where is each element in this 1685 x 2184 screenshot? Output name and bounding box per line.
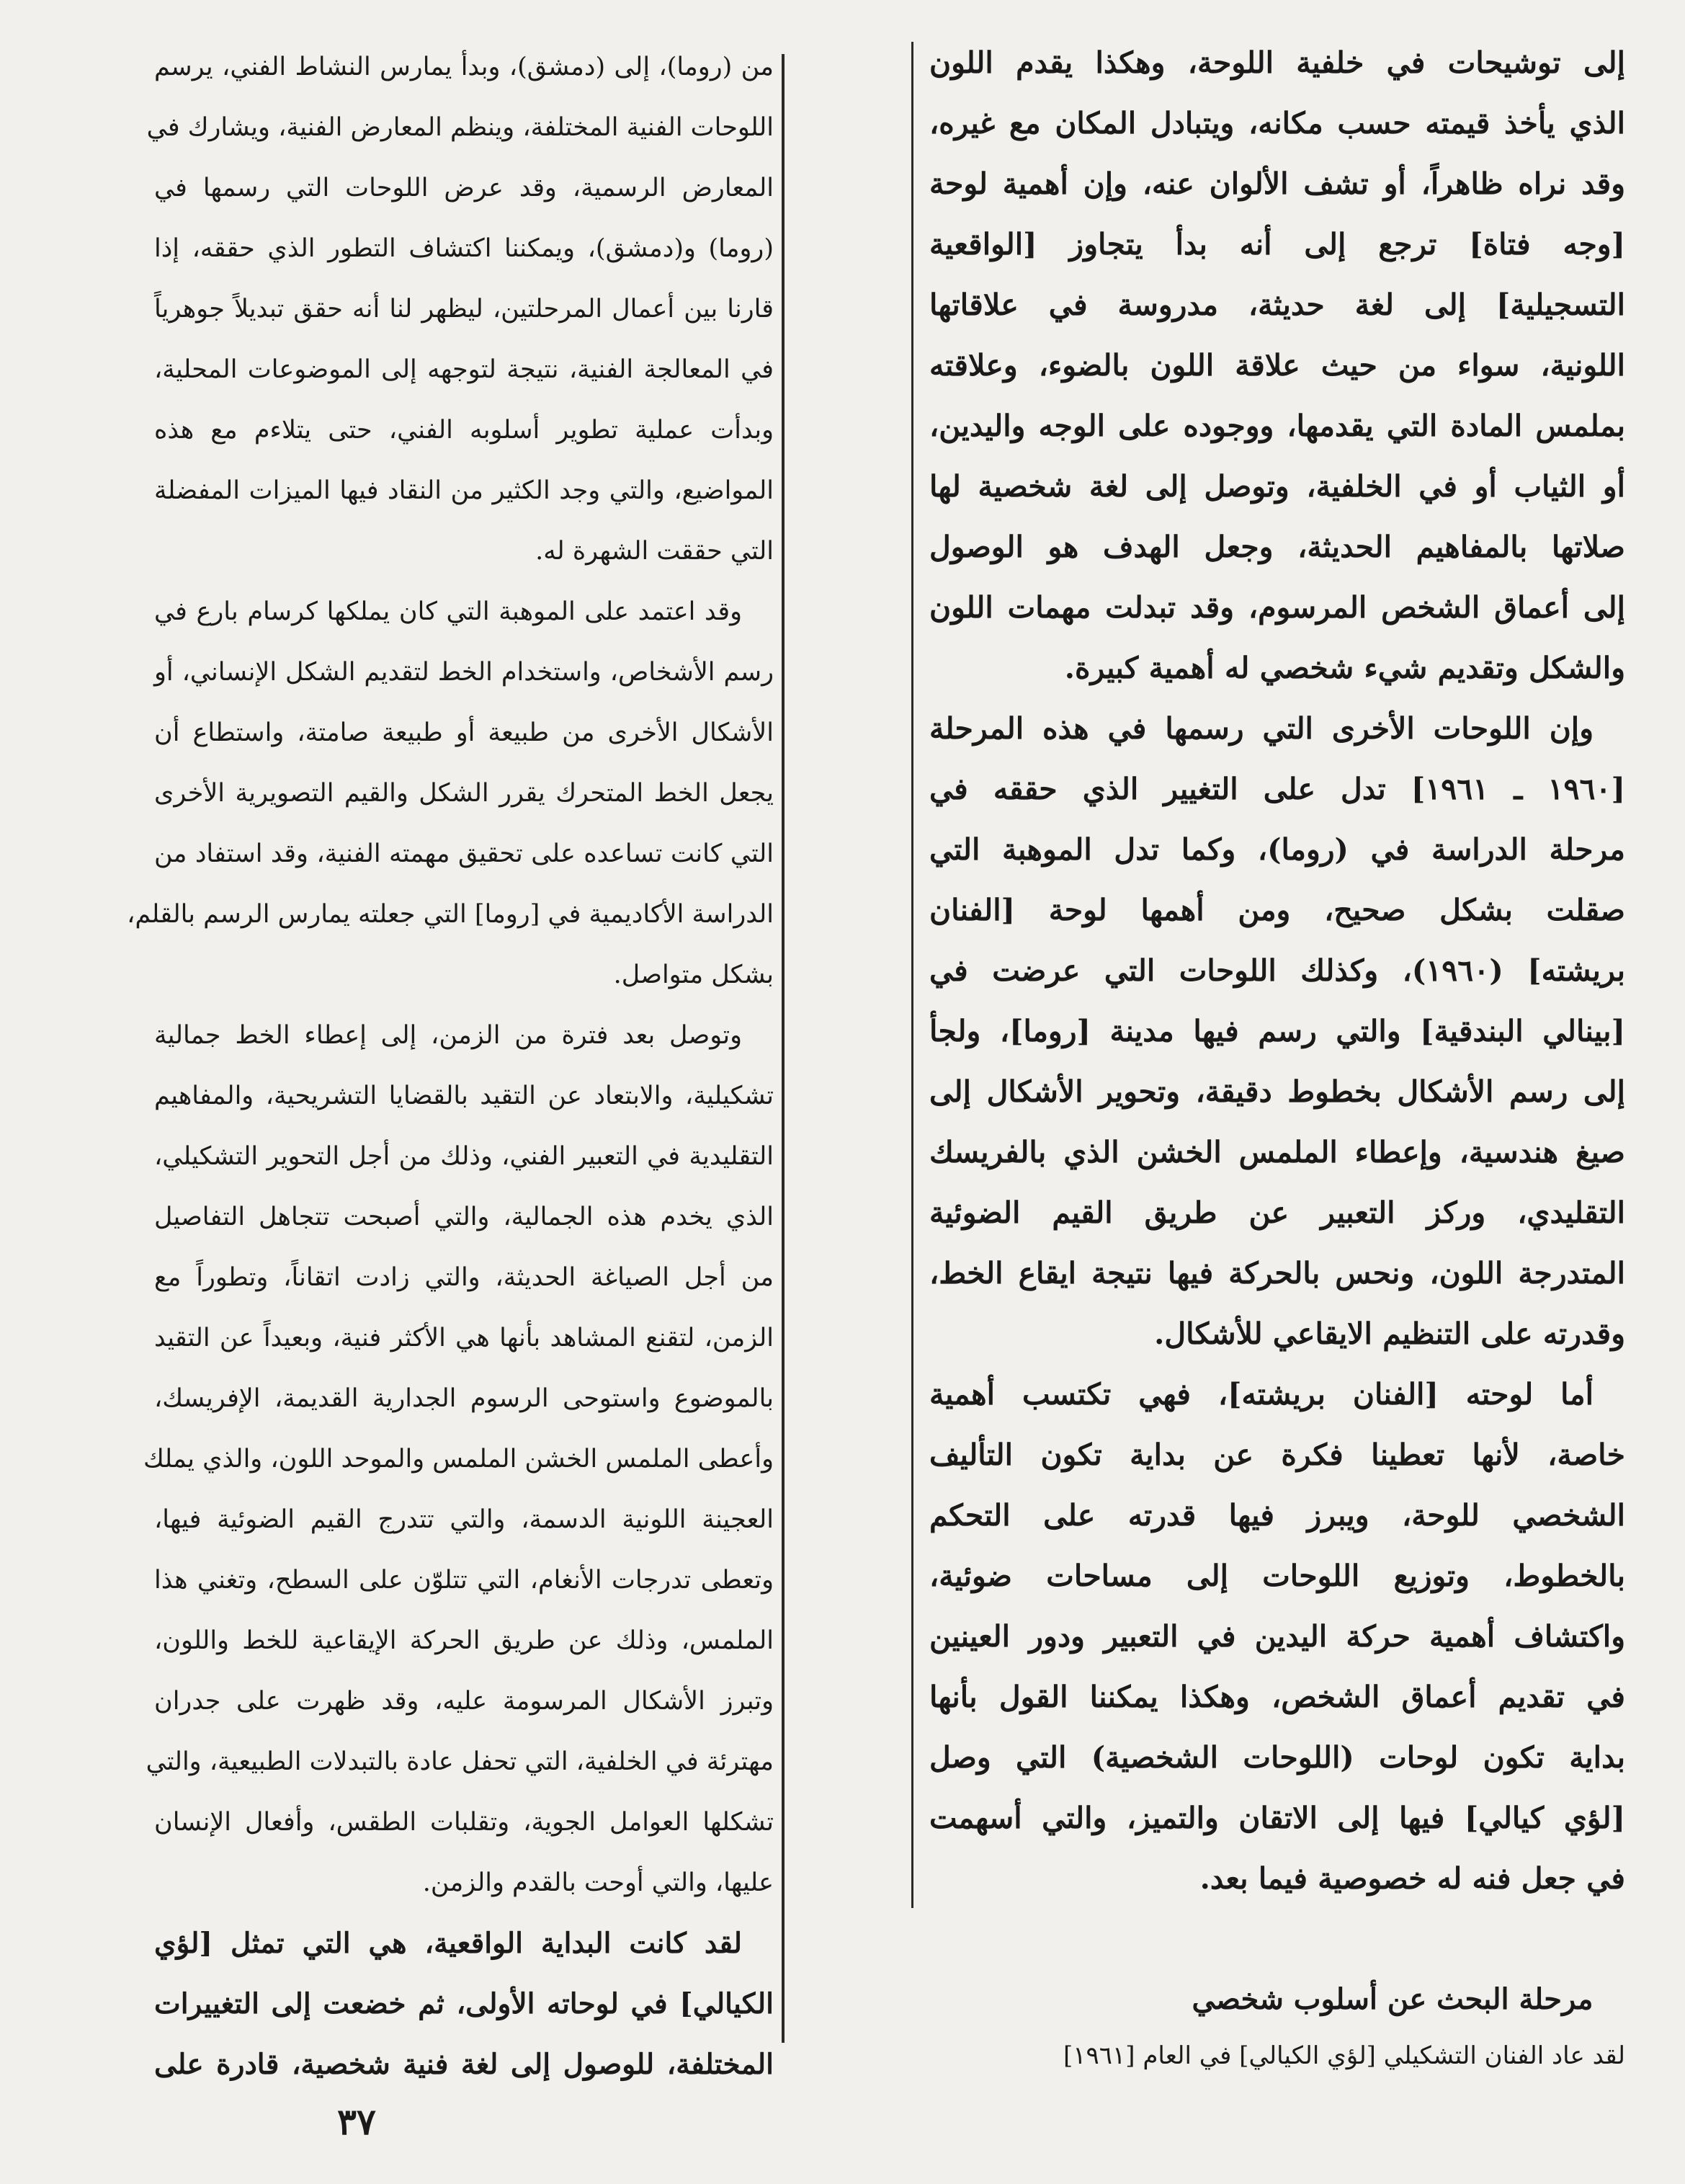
text-line: إلى أعماق الشخص المرسوم، وقد تبدلت مهمات اللون — [929, 590, 1625, 625]
text-line: يجعل الخط المتحرك يقرر الشكل والقيم التصويرية الأخرى — [154, 779, 774, 808]
text-line: صيغ هندسية، وإعطاء الملمس الخشن الذي بالفريسك — [929, 1135, 1625, 1169]
text-line: من (روما)، إلى (دمشق)، وبدأ يمارس النشاط الفني، يرسم — [154, 53, 774, 81]
text-line: من أجل الصياغة الحديثة، والتي زادت اتقاناً، وتطوراً مع — [154, 1263, 774, 1292]
text-line: التسجيلية] إلى لغة حديثة، مدروسة في علاقاتها — [929, 288, 1625, 322]
text-line: الأشكال الأخرى من طبيعة أو طبيعة صامتة، واستطاع أن — [154, 718, 774, 747]
text-line: التقليدي، وركز التعبير عن طريق القيم الضوئية — [929, 1195, 1625, 1230]
column-divider-line — [911, 42, 913, 1908]
text-line: بملمس المادة التي يقدمها، ووجوده على الوجه واليدين، — [929, 409, 1625, 443]
text-line: اللونية، سواء من حيث علاقة اللون بالضوء، وعلاقته — [929, 348, 1625, 383]
text-line: عليها، والتي أوحت بالقدم والزمن. — [422, 1868, 774, 1897]
text-line: لقد كانت البداية الواقعية، هي التي تمثل [لؤي — [154, 1927, 742, 1960]
column-divider-line — [782, 54, 785, 2043]
text-line: (روما) و(دمشق)، ويمكننا اكتشاف التطور الذي حققه، إذا — [154, 234, 774, 263]
text-line: المواضيع، والتي وجد الكثير من النقاد فيها الميزات المفضلة — [154, 476, 774, 505]
text-line: الملمس، وذلك عن طريق الحركة الإيقاعية للخط واللون، — [154, 1626, 774, 1655]
text-line: المختلفة، للوصول إلى لغة فنية شخصية، قادرة على — [154, 2048, 774, 2081]
text-line: صقلت بشكل صحيح، ومن أهمها لوحة [الفنان — [929, 893, 1625, 927]
text-line: الشخصي للوحة، ويبرز فيها قدرته على التحكم — [929, 1498, 1625, 1533]
text-line: تشكلها العوامل الجوية، وتقلبات الطقس، وأفعال الإنسان — [154, 1808, 774, 1837]
text-line: لقد عاد الفنان التشكيلي [لؤي الكيالي] في العام [١٩٦١] — [1063, 2041, 1625, 2070]
text-line: التقليدية في التعبير الفني، وذلك من أجل التحوير التشكيلي، — [154, 1142, 774, 1171]
text-line: وبدأت عملية تطوير أسلوبه الفني، حتى يتلاءم مع هذه — [154, 416, 774, 445]
text-line: المعارض الرسمية، وقد عرض اللوحات التي رسمها في — [154, 174, 774, 202]
text-line: بالموضوع واستوحى الرسوم الجدارية القديمة، الإفريسك، — [154, 1384, 774, 1413]
text-line: رسم الأشخاص، واستخدام الخط لتقديم الشكل الإنساني، أو — [154, 658, 774, 687]
text-line: وتبرز الأشكال المرسومة عليه، وقد ظهرت على جدران — [154, 1687, 774, 1716]
text-line: الذي يخدم هذه الجمالية، والتي أصبحت تتجاهل التفاصيل — [154, 1203, 774, 1231]
right-text-column — [929, 32, 1625, 1909]
page-number: ٣٧ — [337, 2100, 376, 2143]
text-line: [لؤي كيالي] فيها إلى الاتقان والتميز، والتي أسهمت — [929, 1801, 1625, 1835]
text-line: وتوصل بعد فترة من الزمن، إلى إعطاء الخط جمالية — [154, 1021, 742, 1050]
section-heading: مرحلة البحث عن أسلوب شخصي — [1192, 1982, 1594, 2016]
text-line: الكيالي] في لوحاته الأولى، ثم خضعت إلى التغييرات — [154, 1987, 774, 2020]
text-line: وقد اعتمد على الموهبة التي كان يملكها كرسام بارع في — [154, 597, 742, 626]
text-line: في جعل فنه له خصوصية فيما بعد. — [1199, 1861, 1625, 1896]
text-line: وإن اللوحات الأخرى التي رسمها في هذه المرحلة — [929, 711, 1594, 746]
text-line: صلاتها بالمفاهيم الحديثة، وجعل الهدف هو الوصول — [929, 530, 1625, 564]
text-line: وقد نراه ظاهراً، أو تشف الألوان عنه، وإن أهمية لوحة — [929, 166, 1625, 201]
text-line: [بينالي البندقية] والتي رسم فيها مدينة [روما]، ولجأ — [929, 1014, 1625, 1048]
text-line: المتدرجة اللون، ونحس بالحركة فيها نتيجة ايقاع الخط، — [929, 1256, 1625, 1291]
text-line: [وجه فتاة] ترجع إلى أنه بدأ يتجاوز [الواقعية — [929, 227, 1625, 262]
left-text-column — [127, 37, 774, 2095]
text-line: العجينة اللونية الدسمة، والتي تتدرج القيم الضوئية فيها، — [154, 1505, 774, 1534]
text-line: الزمن، لتقنع المشاهد بأنها هي الأكثر فنية، وبعيداً عن التقيد — [154, 1324, 774, 1352]
text-line: اللوحات الفنية المختلفة، وينظم المعارض الفنية، ويشارك في — [146, 113, 774, 142]
text-line: وقدرته على التنظيم الايقاعي للأشكال. — [1154, 1316, 1625, 1351]
text-line: في المعالجة الفنية، نتيجة لتوجهه إلى الموضوعات المحلية، — [154, 355, 774, 384]
text-line: الذي يأخذ قيمته حسب مكانه، ويتبادل المكان مع غيره، — [929, 106, 1625, 141]
text-line: تشكيلية، والابتعاد عن التقيد بالقضايا التشريحية، والمفاهيم — [154, 1082, 774, 1110]
text-line: قارنا بين أعمال المرحلتين، ليظهر لنا أنه حقق تبديلاً جوهرياً — [154, 295, 774, 324]
text-line: خاصة، لأنها تعطينا فكرة عن بداية تكون التأليف — [929, 1438, 1625, 1472]
text-line: بداية تكون لوحات (اللوحات الشخصية) التي وصل — [929, 1740, 1625, 1775]
text-line: [١٩٦٠ ـ ١٩٦١] تدل على التغيير الذي حققه في — [929, 772, 1626, 806]
text-line: إلى رسم الأشكال بخطوط دقيقة، وتحوير الأشكال إلى — [929, 1074, 1625, 1109]
text-line: وتعطى تدرجات الأنغام، التي تتلوّن على السطح، وتغني هذا — [154, 1566, 774, 1595]
text-line: التي حققت الشهرة له. — [535, 537, 774, 566]
text-line: والشكل وتقديم شيء شخصي له أهمية كبيرة. — [1064, 651, 1625, 685]
text-line: في تقديم أعماق الشخص، وهكذا يمكننا القول بأنها — [929, 1680, 1625, 1714]
text-line: مهترئة في الخلفية، التي تحفل عادة بالتبدلات الطبيعية، والتي — [146, 1747, 774, 1776]
text-line: أو الثياب أو في الخلفية، وتوصل إلى لغة شخصية لها — [929, 469, 1625, 504]
text-line: التي كانت تساعده على تحقيق مهمته الفنية، وقد استفاد من — [154, 839, 774, 868]
text-line: بريشته] (١٩٦٠)، وكذلك اللوحات التي عرضت في — [929, 953, 1625, 988]
text-line: إلى توشيحات في خلفية اللوحة، وهكذا يقدم اللون — [929, 45, 1625, 80]
text-line: واكتشاف أهمية حركة اليدين في التعبير ودور العينين — [929, 1619, 1625, 1654]
text-line: بالخطوط، وتوزيع اللوحات إلى مساحات ضوئية، — [929, 1559, 1625, 1593]
text-line: الدراسة الأكاديمية في [روما] التي جعلته يمارس الرسم بالقلم، — [127, 900, 774, 929]
text-line: وأعطى الملمس الخشن الملمس والموحد اللون، والذي يملك — [143, 1445, 774, 1474]
text-line: بشكل متواصل. — [613, 960, 774, 989]
text-line: مرحلة الدراسة في (روما)، وكما تدل الموهبة التي — [929, 832, 1625, 867]
text-line: أما لوحته [الفنان بريشته]، فهي تكتسب أهمية — [929, 1377, 1594, 1412]
